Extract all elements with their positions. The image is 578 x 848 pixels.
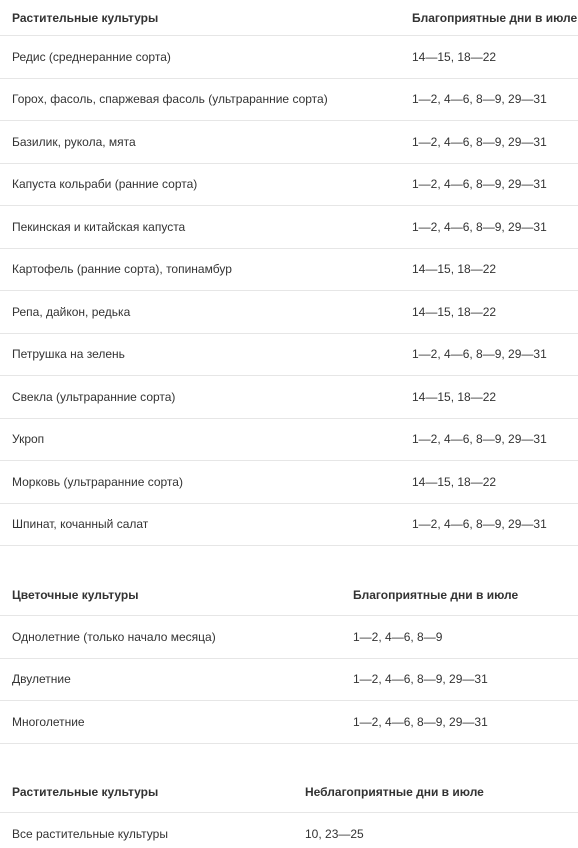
column-header-flowers: Цветочные культуры bbox=[12, 587, 139, 602]
table-row bbox=[0, 813, 578, 848]
favorable-days: 1—2, 4—6, 8—9, 29—31 bbox=[412, 219, 547, 234]
favorable-days: 14—15, 18—22 bbox=[412, 262, 497, 277]
favorable-days: 14—15, 18—22 bbox=[412, 304, 497, 319]
flower-type: Однолетние (только начало месяца) bbox=[12, 629, 216, 644]
favorable-days: 1—2, 4—6, 8—9, 29—31 bbox=[412, 517, 547, 532]
favorable-days: 1—2, 4—6, 8—9, 29—31 bbox=[412, 92, 547, 107]
table-row bbox=[0, 461, 578, 504]
flower-type: Двулетние bbox=[12, 672, 71, 687]
table-row bbox=[0, 701, 578, 744]
table-row bbox=[0, 376, 578, 419]
crop-name: Редис (среднеранние сорта) bbox=[12, 49, 171, 64]
favorable-days: 1—2, 4—6, 8—9 bbox=[353, 629, 443, 644]
flower-type: Многолетние bbox=[12, 714, 85, 729]
favorable-days: 1—2, 4—6, 8—9, 29—31 bbox=[353, 714, 488, 729]
favorable-days: 1—2, 4—6, 8—9, 29—31 bbox=[412, 134, 547, 149]
table-row bbox=[0, 121, 578, 164]
table-header-row bbox=[0, 0, 578, 36]
column-header-favorable-days: Благоприятные дни в июле bbox=[353, 587, 519, 602]
crop-name: Свекла (ультраранние сорта) bbox=[12, 389, 176, 404]
favorable-days: 14—15, 18—22 bbox=[412, 474, 497, 489]
crop-name: Все растительные культуры bbox=[12, 827, 168, 842]
column-header-unfavorable-days: Неблагоприятные дни в июле bbox=[305, 784, 484, 799]
table-row bbox=[0, 334, 578, 377]
favorable-days: 1—2, 4—6, 8—9, 29—31 bbox=[412, 177, 547, 192]
favorable-days: 1—2, 4—6, 8—9, 29—31 bbox=[412, 347, 547, 362]
table-header-row bbox=[0, 771, 578, 813]
favorable-days-flowers-table bbox=[0, 574, 578, 744]
column-header-favorable-days: Благоприятные дни в июле bbox=[412, 10, 578, 25]
table-row bbox=[0, 659, 578, 702]
table-row bbox=[0, 206, 578, 249]
table-header-row bbox=[0, 574, 578, 616]
table-row bbox=[0, 164, 578, 207]
table-row bbox=[0, 249, 578, 292]
table-row bbox=[0, 36, 578, 79]
table-row bbox=[0, 616, 578, 659]
crop-name: Картофель (ранние сорта), топинамбур bbox=[12, 262, 232, 277]
crop-name: Горох, фасоль, спаржевая фасоль (ультраранние сорта) bbox=[12, 92, 328, 107]
crop-name: Петрушка на зелень bbox=[12, 347, 125, 362]
table-row bbox=[0, 79, 578, 122]
unfavorable-days-table bbox=[0, 771, 578, 848]
table-row bbox=[0, 504, 578, 547]
crop-name: Морковь (ультраранние сорта) bbox=[12, 474, 183, 489]
favorable-days: 1—2, 4—6, 8—9, 29—31 bbox=[412, 432, 547, 447]
column-header-crops: Растительные культуры bbox=[12, 10, 159, 25]
crop-name: Базилик, рукола, мята bbox=[12, 134, 136, 149]
column-header-crops: Растительные культуры bbox=[12, 784, 159, 799]
favorable-days: 1—2, 4—6, 8—9, 29—31 bbox=[353, 672, 488, 687]
table-row bbox=[0, 419, 578, 462]
crop-name: Пекинская и китайская капуста bbox=[12, 219, 186, 234]
favorable-days: 14—15, 18—22 bbox=[412, 49, 497, 64]
crop-name: Шпинат, кочанный салат bbox=[12, 517, 149, 532]
crop-name: Капуста кольраби (ранние сорта) bbox=[12, 177, 198, 192]
table-row bbox=[0, 291, 578, 334]
favorable-days: 14—15, 18—22 bbox=[412, 389, 497, 404]
crop-name: Укроп bbox=[12, 432, 45, 447]
crop-name: Репа, дайкон, редька bbox=[12, 304, 131, 319]
unfavorable-days: 10, 23—25 bbox=[305, 827, 364, 842]
